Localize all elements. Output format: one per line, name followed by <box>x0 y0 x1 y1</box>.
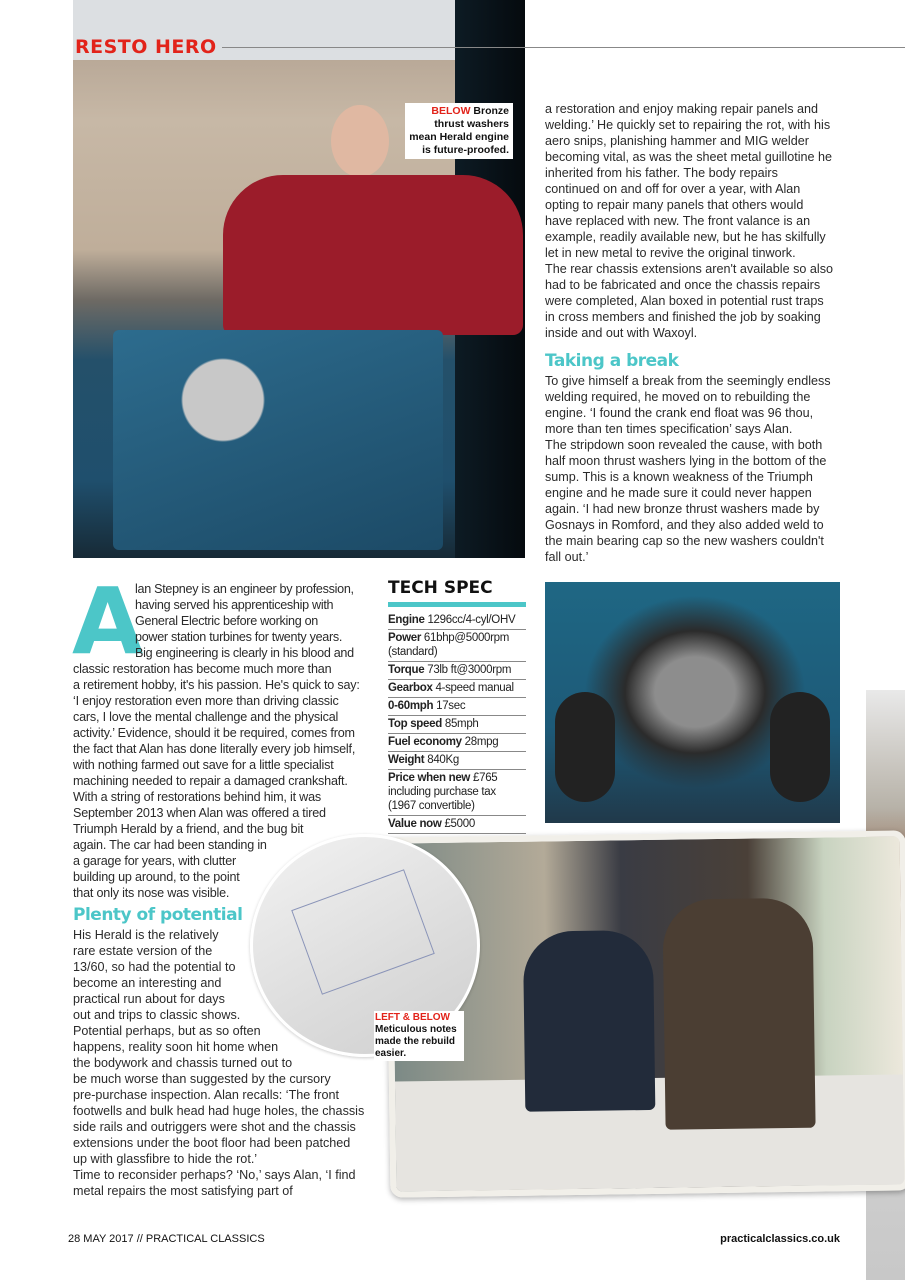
spec-value: 61bhp@5000rpm (standard) <box>388 632 510 658</box>
text-line: cars, I love the mental challenge and the physical <box>73 710 339 724</box>
spec-label: Price when new <box>388 772 471 784</box>
spec-value: 4-speed manual <box>435 682 514 694</box>
tech-spec-bar <box>388 602 526 607</box>
spec-label: Fuel economy <box>388 736 462 748</box>
spec-label: Value now <box>388 818 442 830</box>
tech-spec-row <box>388 752 526 770</box>
spec-value: 85mph <box>444 718 479 730</box>
text-line: the main bearing cap so the new washers couldn't <box>545 534 824 548</box>
text-line: again. The car had been standing in <box>73 838 267 852</box>
footer-issue: 28 MAY 2017 // PRACTICAL CLASSICS <box>68 1233 265 1245</box>
text-line: sump. This is a known weakness of the Triumph <box>545 470 813 484</box>
text-line: rare estate version of the <box>73 944 213 958</box>
text-line: To give himself a break from the seemingly endless <box>545 374 831 388</box>
tech-spec-row <box>388 698 526 716</box>
text-line: happens, reality soon hit home when <box>73 1040 279 1054</box>
text-line: example, readily available new, but he has skilfully <box>545 230 826 244</box>
spec-value: 1296cc/4-cyl/OHV <box>427 614 516 626</box>
text-line: Potential perhaps, but as so often <box>73 1024 261 1038</box>
text-line: side rails and outriggers were shot and the chassis <box>73 1120 356 1134</box>
photo-engine-bay <box>545 582 840 823</box>
spec-value: 28mpg <box>464 736 499 748</box>
text-line: engine. ‘I found the crank end float was 96 thou, <box>545 406 814 420</box>
spec-label: Power <box>388 632 422 644</box>
drop-cap: A <box>72 568 144 675</box>
text-line: continued on and off for over a year, with Alan <box>545 182 801 196</box>
left-column-text-3 <box>73 927 364 1199</box>
text-line: machining needed to repair a damaged crankshaft. <box>73 774 348 788</box>
text-line: 13/60, so had the potential to <box>73 960 236 974</box>
header-divider <box>222 47 905 48</box>
caption-top <box>405 103 513 159</box>
spec-label: Engine <box>388 614 425 626</box>
text-line: with nothing farmed out save for a little specialist <box>73 758 334 772</box>
text-line: engine and he made sure it could never happen <box>545 486 812 500</box>
spec-label: Gearbox <box>388 682 433 694</box>
text-line: welding.’ He quickly set to repairing the rot, with his <box>545 118 831 132</box>
right-column-text-2 <box>545 373 831 565</box>
text-line: extensions under the boot floor had been patched <box>73 1136 351 1150</box>
text-line: building up around, to the point <box>73 870 240 884</box>
text-line: inherited from his father. The body repairs <box>545 166 778 180</box>
right-column-text-1 <box>545 101 833 341</box>
tech-spec-row <box>388 716 526 734</box>
spec-value: 17sec <box>436 700 466 712</box>
text-line: more than ten times specification’ says Alan. <box>545 422 793 436</box>
caption-text: Bronze thrust washers mean Herald engine is future-proofed. <box>409 105 509 156</box>
caption-label: BELOW <box>431 105 471 117</box>
tech-spec-row <box>388 680 526 698</box>
tech-spec-row <box>388 734 526 752</box>
text-line: inside and out with Waxoyl. <box>545 326 698 340</box>
text-line: activity.’ Evidence, should it be required, comes from <box>73 726 355 740</box>
spec-label: Weight <box>388 754 425 766</box>
caption-text: Meticulous notes made the rebuild easier. <box>375 1024 457 1059</box>
text-line: were completed, Alan boxed in potential rust traps <box>545 294 824 308</box>
spec-value: 840Kg <box>427 754 459 766</box>
text-line: power station turbines for twenty years. <box>135 630 343 644</box>
footer-website[interactable]: practicalclassics.co.uk <box>720 1233 840 1245</box>
text-line: classic restoration has become much more than <box>73 662 332 676</box>
text-line: becoming vital, as was the sheet metal guillotine he <box>545 150 833 164</box>
text-line: a restoration and enjoy making repair panels and <box>545 102 819 116</box>
spec-value: £765 including purchase tax (1967 convertible) <box>388 772 498 812</box>
tech-spec-row <box>388 630 526 662</box>
text-line: The rear chassis extensions aren't available so also <box>545 262 834 276</box>
tech-spec-row <box>388 770 526 816</box>
text-line: fall out.’ <box>545 550 589 564</box>
text-line: that only its nose was visible. <box>73 886 230 900</box>
text-line: half moon thrust washers lying in the bottom of the <box>545 454 827 468</box>
text-line: the fact that Alan has done literally every job himself, <box>73 742 356 756</box>
text-line: lan Stepney is an engineer by profession, <box>135 582 354 596</box>
text-line: up with glassfibre to hide the rot.’ <box>73 1152 258 1166</box>
text-line: The stripdown soon revealed the cause, with both <box>545 438 823 452</box>
text-line: practical run about for days <box>73 992 225 1006</box>
text-line: again. ‘I had new bronze thrust washers made by <box>545 502 820 516</box>
text-line: September 2013 when Alan was offered a tired <box>73 806 326 820</box>
text-line: pre-purchase inspection. Alan recalls: ‘The front <box>73 1088 340 1102</box>
text-line: metal repairs the most satisfying part of <box>73 1184 293 1198</box>
text-line: a retirement hobby, it's his passion. He's quick to say: <box>73 678 360 692</box>
text-line: aero snips, planishing hammer and MIG welder <box>545 134 809 148</box>
section-title: RESTO HERO <box>75 36 217 58</box>
caption-label: LEFT & BELOW <box>375 1012 450 1023</box>
text-line: be much worse than suggested by the cursory <box>73 1072 331 1086</box>
text-line: welding required, he moved on to rebuilding the <box>545 390 811 404</box>
text-line: the bodywork and chassis turned out to <box>73 1056 293 1070</box>
text-line: out and trips to classic shows. <box>73 1008 241 1022</box>
text-line: Big engineering is clearly in his blood and <box>135 646 354 660</box>
text-line: General Electric before working on <box>135 614 318 628</box>
text-line: Triumph Herald by a friend, and the bug bit <box>73 822 304 836</box>
left-column-intro <box>135 581 354 661</box>
spec-label: Torque <box>388 664 425 676</box>
caption-bottom <box>374 1011 464 1061</box>
text-line: opting to repair many panels that others would <box>545 198 804 212</box>
text-line: had to be fabricated and once the chassis repairs <box>545 278 821 292</box>
photo-alan-with-herald <box>73 0 525 558</box>
spec-label: 0-60mph <box>388 700 434 712</box>
text-line: ‘I enjoy restoration even more than driving classic <box>73 694 339 708</box>
heading-taking-a-break: Taking a break <box>545 351 679 371</box>
text-line: become an interesting and <box>73 976 222 990</box>
tech-spec-row <box>388 662 526 680</box>
heading-plenty-of-potential: Plenty of potential <box>73 905 243 925</box>
tech-spec-row <box>388 816 526 834</box>
text-line: let in new metal to revive the original tinwork. <box>545 246 796 260</box>
text-line: having served his apprenticeship with <box>135 598 334 612</box>
text-line: a garage for years, with clutter <box>73 854 236 868</box>
text-line: footwells and bulk head had huge holes, the chassis <box>73 1104 365 1118</box>
spec-value: 73lb ft@3000rpm <box>427 664 512 676</box>
text-line: His Herald is the relatively <box>73 928 219 942</box>
text-line: in cross members and finished the job by soaking <box>545 310 821 324</box>
tech-spec-title: TECH SPEC <box>388 578 493 598</box>
text-line: Time to reconsider perhaps? ‘No,’ says Alan, ‘I find <box>73 1168 356 1182</box>
text-line: Gosnays in Romford, and they also added weld to <box>545 518 824 532</box>
text-line: have replaced with new. The front valance is an <box>545 214 811 228</box>
spec-label: Top speed <box>388 718 442 730</box>
tech-spec-row <box>388 612 526 630</box>
tech-spec-box <box>388 578 526 834</box>
text-line: With a string of restorations behind him, it was <box>73 790 321 804</box>
spec-value: £5000 <box>444 818 475 830</box>
